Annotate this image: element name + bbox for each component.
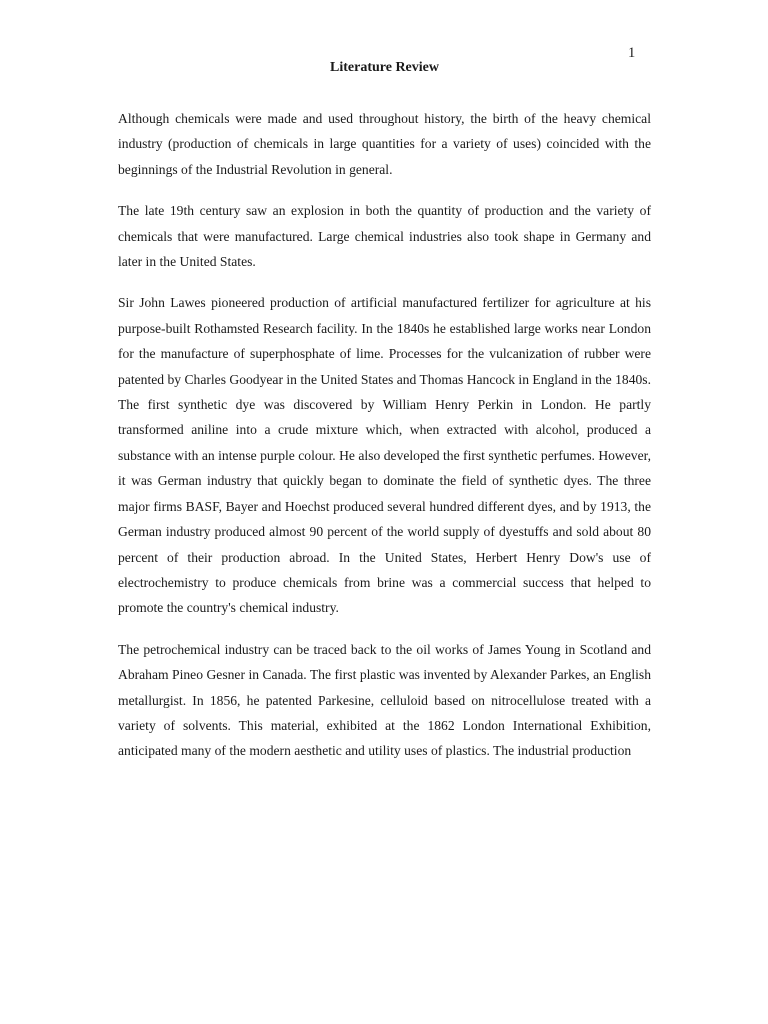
page-number: 1	[628, 45, 636, 61]
paragraph-4: The petrochemical industry can be traced back to the oil works of James Young in Scotland and Abraham Pineo Gesner in Canada. The first plastic was invented by Alexander Parkes, an English metallurgist. In 1856, he patented Parkesine, celluloid based on nitrocellulose treated with a variety of solvents. This material, exhibited at the 1862 London International Exhibition, anticipated many of the modern aesthetic and utility uses of plastics. The industrial production	[118, 641, 651, 759]
page-title: Literature Review	[330, 60, 439, 75]
document-body	[118, 106, 651, 780]
paragraph-2: The late 19th century saw an explosion in both the quantity of production and the variety of chemicals that were manufactured. Large chemical industries also took shape in Germany and later in the United States.	[118, 203, 651, 270]
paragraph-3: Sir John Lawes pioneered production of artificial manufactured fertilizer for agriculture at his purpose-built Rothamsted Research facility. In the 1840s he established large works near London for the manufacture of superphosphate of lime. Processes for the vulcanization of rubber were patented by Charles Goodyear in the United States and Thomas Hancock in England in the 1840s. The first synthetic dye was discovered by William Henry Perkin in London. He partly transformed aniline into a crude mixture which, when extracted with alcohol, produced a substance with an intense purple colour. He also developed the first synthetic perfumes. However, it was German industry that quickly began to dominate the field of synthetic dyes. The three major firms BASF, Bayer and Hoechst produced several hundred different dyes, and by 1913, the German industry produced almost 90 percent of the world supply of dyestuffs and sold about 80 percent of their production abroad. In the United States, Herbert Henry Dow's use of electrochemistry to produce chemicals from brine was a commercial success that helped to promote the country's chemical industry.	[118, 295, 651, 616]
paragraph-1: Although chemicals were made and used throughout history, the birth of the heavy chemical industry (production of chemicals in large quantities for a variety of uses) coincided with the beginnings of the Industrial Revolution in general.	[118, 111, 651, 177]
